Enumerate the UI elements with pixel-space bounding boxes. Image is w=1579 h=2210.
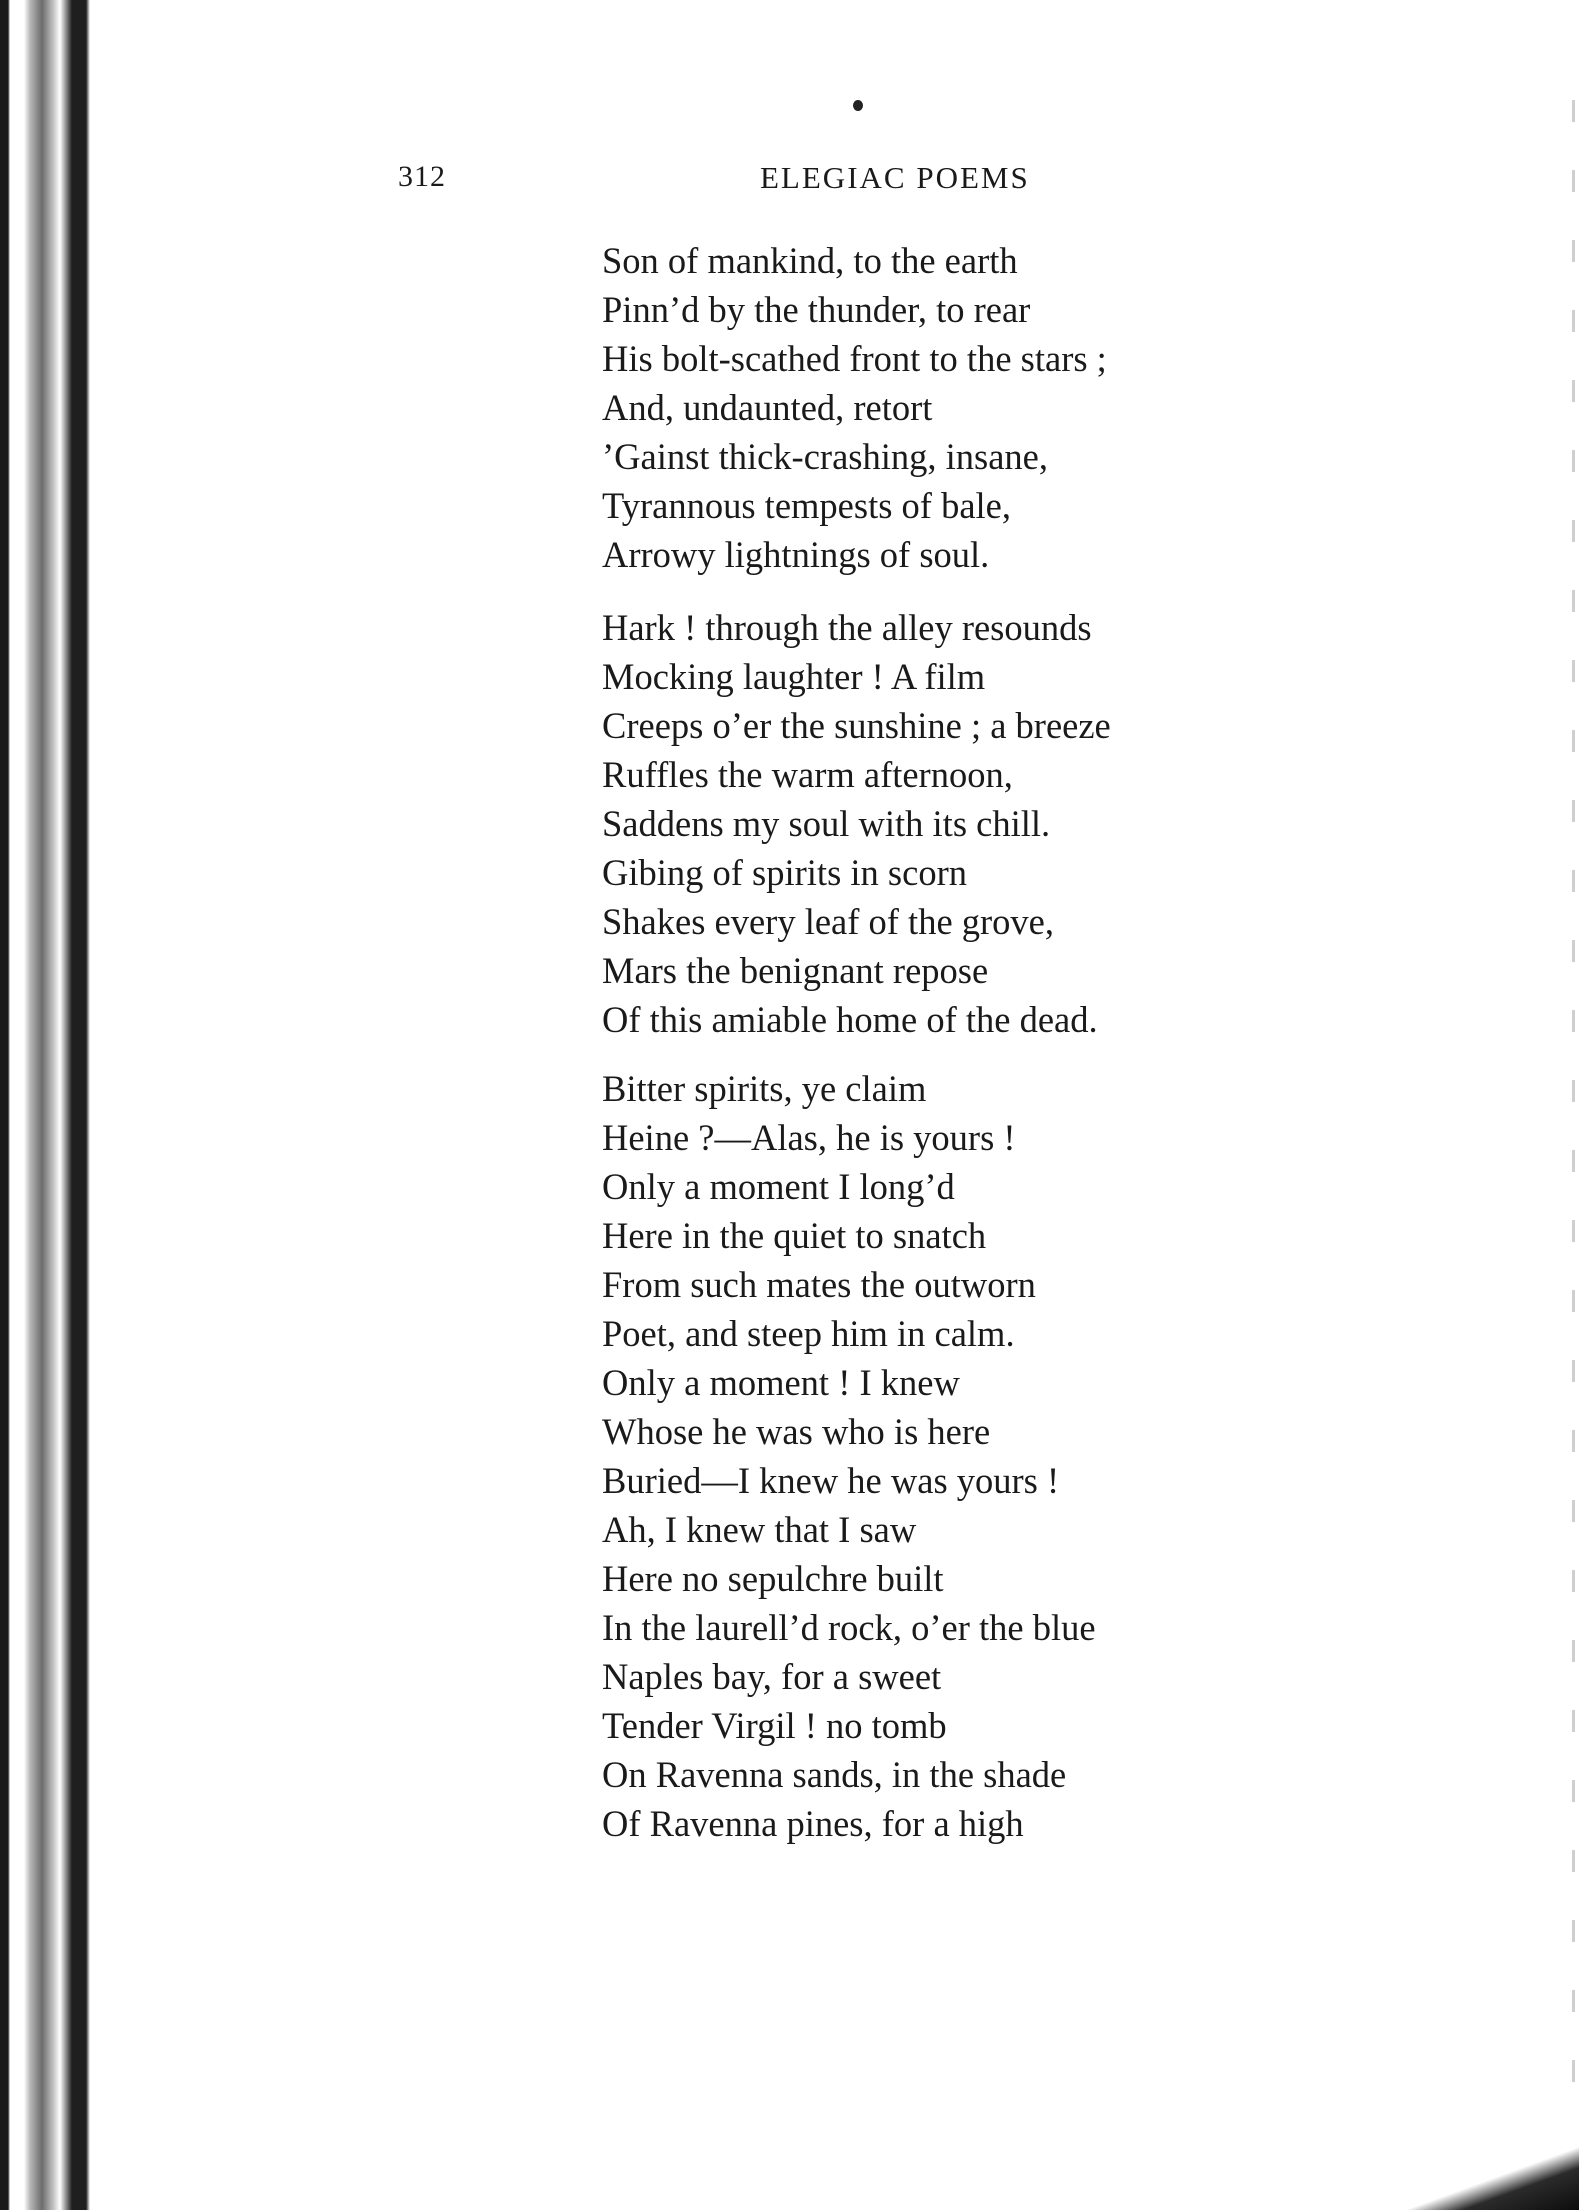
page-number: 312 [398, 160, 446, 193]
poem-line: From such mates the outworn [602, 1264, 1036, 1305]
poem-line: Here in the quiet to snatch [602, 1215, 987, 1256]
poem-line: Only a moment ! I knew [602, 1362, 960, 1403]
poem-line: Tyrannous tempests of bale, [602, 485, 1011, 526]
poem-line: In the laurell’d rock, o’er the blue [602, 1607, 1096, 1648]
poem-line: Creeps o’er the sunshine ; a breeze [602, 705, 1111, 746]
poem-line: Son of mankind, to the earth [602, 240, 1018, 281]
poem-line: Whose he was who is here [602, 1411, 991, 1452]
page-edge-marks [1572, 100, 1575, 2100]
poem-line: ’Gainst thick-crashing, insane, [602, 436, 1048, 477]
book-binding-shadow [0, 0, 100, 2210]
ink-blot [853, 100, 863, 111]
poem-line: Ah, I knew that I saw [602, 1509, 917, 1550]
running-title: ELEGIAC POEMS [760, 160, 1030, 195]
poem-line: Gibing of spirits in scorn [602, 852, 967, 893]
poem-line: Here no sepulchre built [602, 1558, 944, 1599]
poem-line: Shakes every leaf of the grove, [602, 901, 1055, 942]
stanza-3 [602, 1064, 1096, 1848]
poem-line: Arrowy lightnings of soul. [602, 534, 990, 575]
stanza-2 [602, 603, 1111, 1044]
poem-line: Hark ! through the alley resounds [602, 607, 1092, 648]
poem-line: Ruffles the warm afternoon, [602, 754, 1013, 795]
poem-line: Naples bay, for a sweet [602, 1656, 942, 1697]
stanza-1 [602, 236, 1107, 579]
poem-line: And, undaunted, retort [602, 387, 933, 428]
page-corner-shadow [1385, 2130, 1579, 2210]
poem-line: Bitter spirits, ye claim [602, 1068, 927, 1109]
poem-line: Only a moment I long’d [602, 1166, 955, 1207]
poem-line: On Ravenna sands, in the shade [602, 1754, 1067, 1795]
poem-line: Of Ravenna pines, for a high [602, 1803, 1024, 1844]
poem-line: His bolt-scathed front to the stars ; [602, 338, 1107, 379]
poem-line: Pinn’d by the thunder, to rear [602, 289, 1031, 330]
poem-line: Tender Virgil ! no tomb [602, 1705, 947, 1746]
poem-line: Mocking laughter ! A film [602, 656, 986, 697]
poem-line: Poet, and steep him in calm. [602, 1313, 1015, 1354]
poem-line: Heine ?—Alas, he is yours ! [602, 1117, 1016, 1158]
poem-line: Of this amiable home of the dead. [602, 999, 1098, 1040]
poem-line: Saddens my soul with its chill. [602, 803, 1051, 844]
poem-line: Mars the benignant repose [602, 950, 989, 991]
poem-line: Buried—I knew he was yours ! [602, 1460, 1060, 1501]
